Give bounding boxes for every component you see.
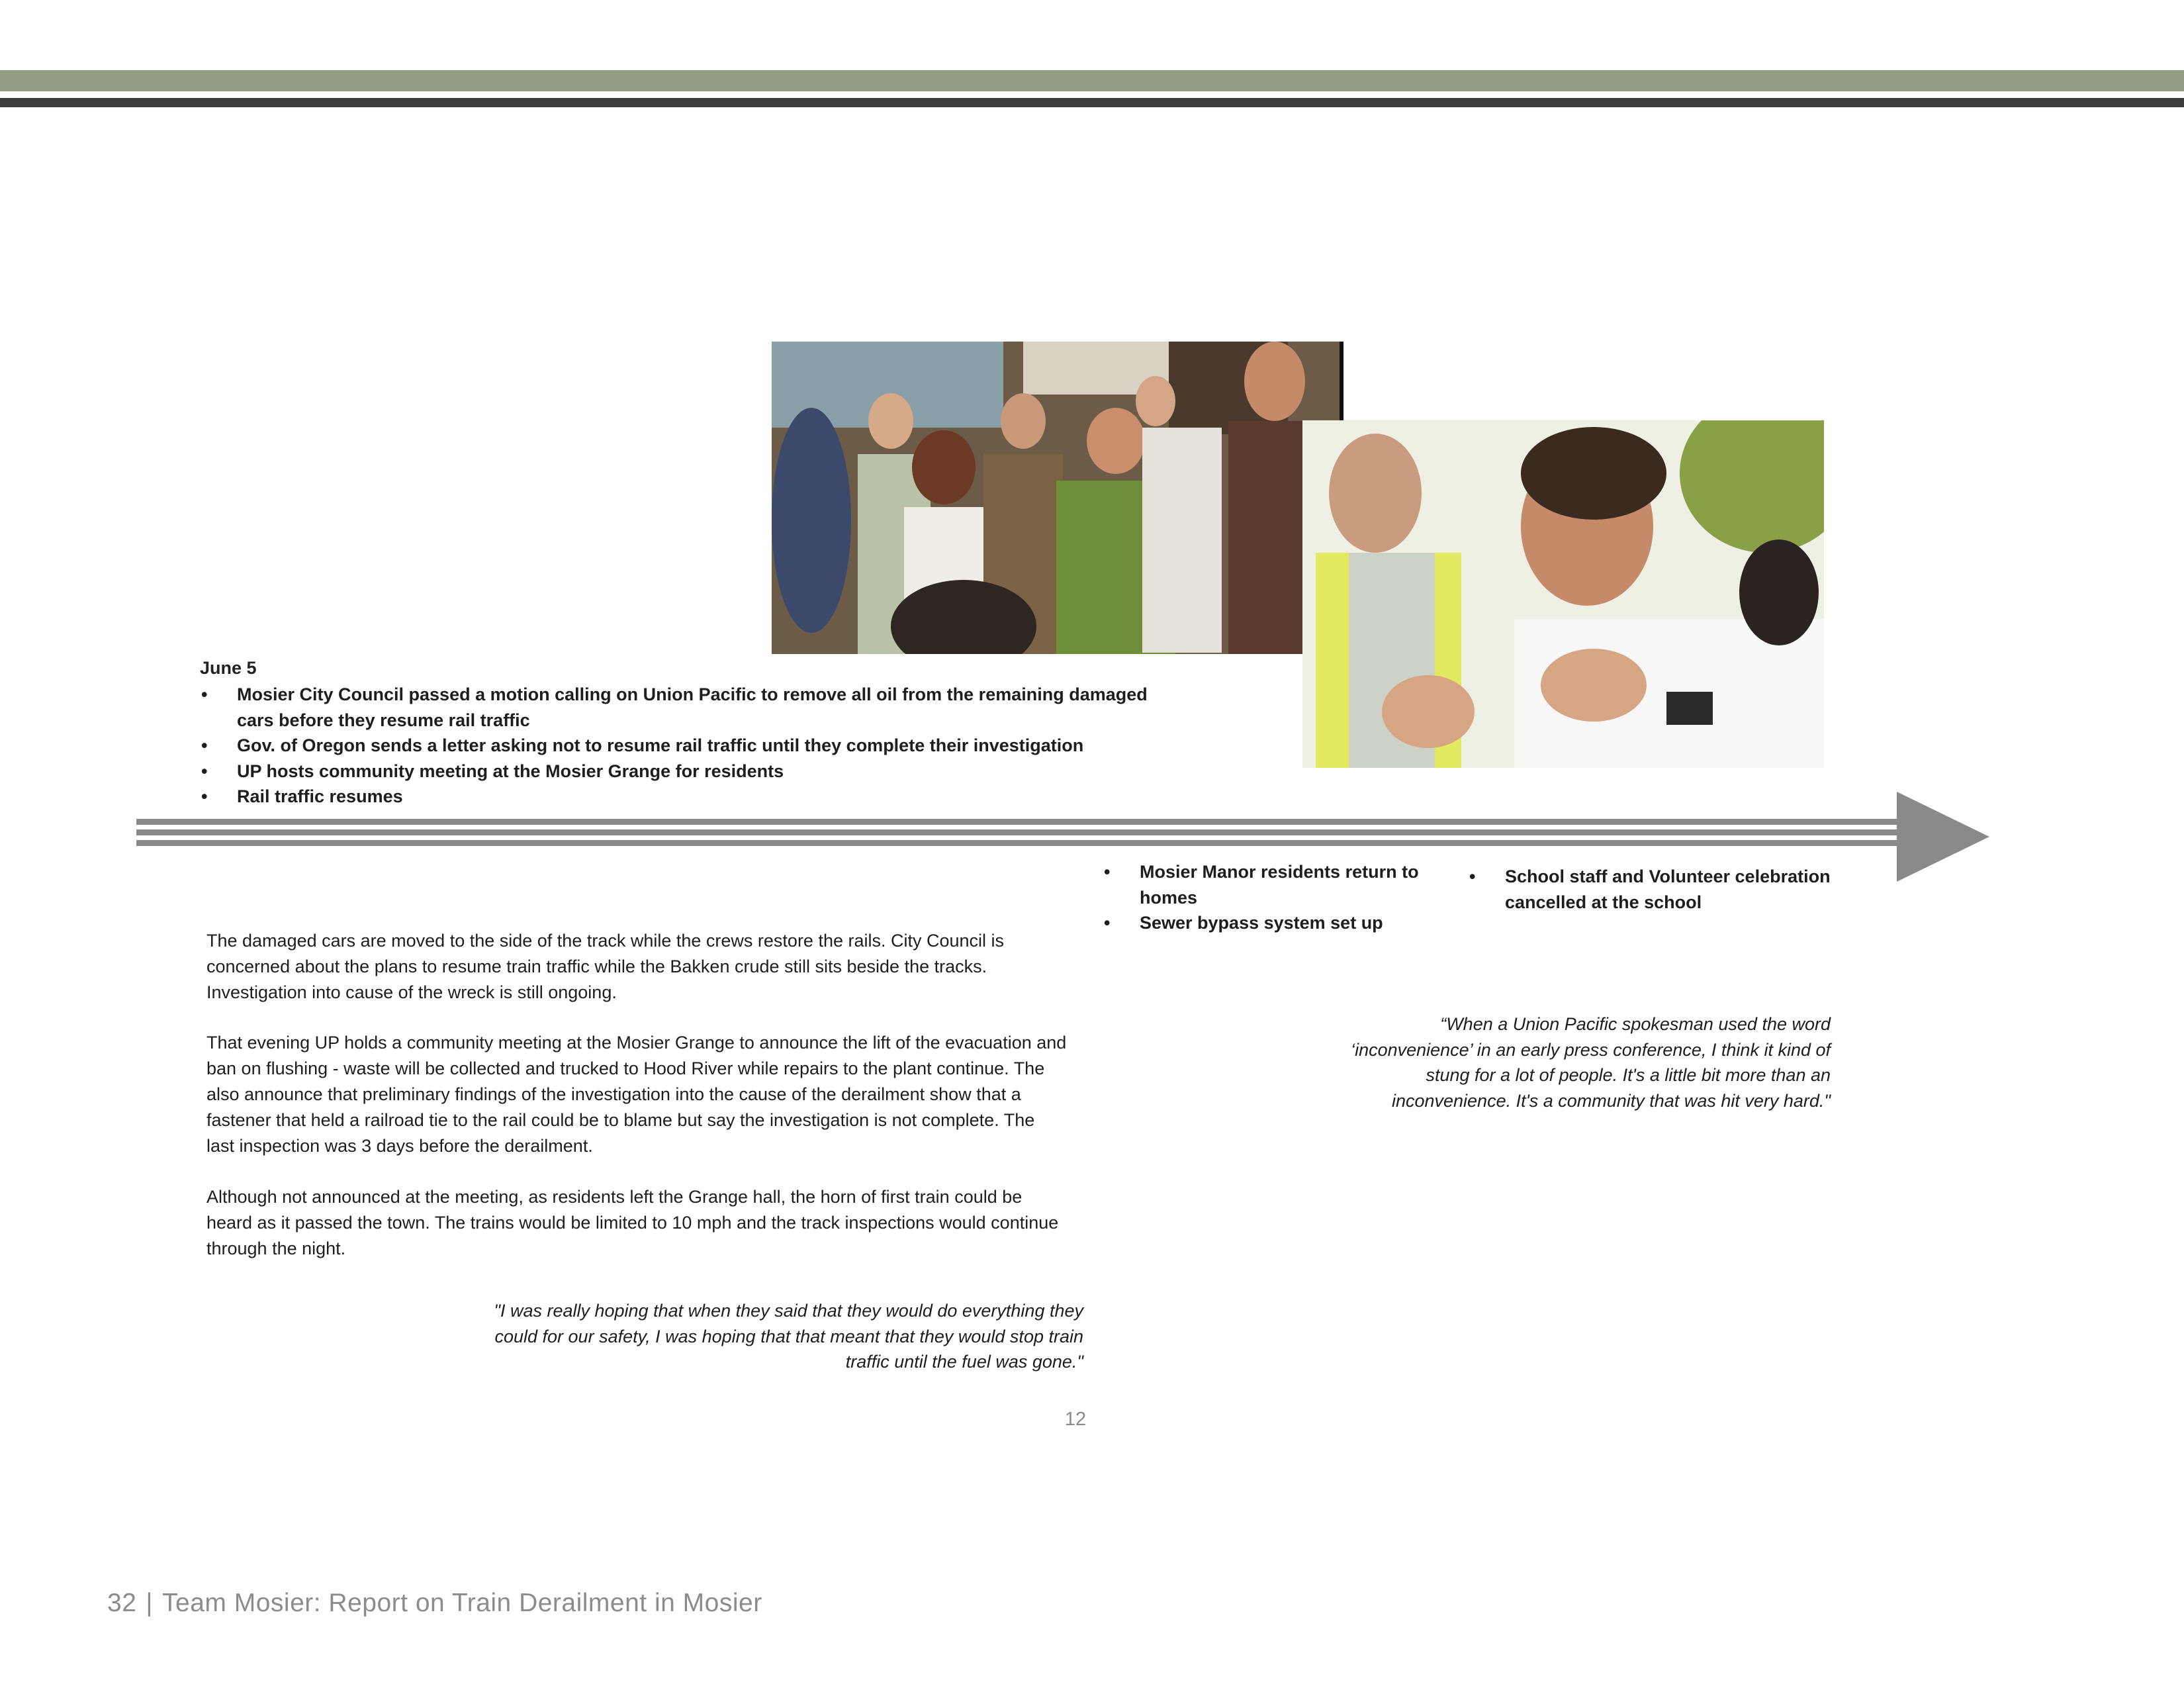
bullet-icon: • bbox=[1104, 862, 1111, 882]
timeline-line bbox=[136, 840, 1903, 846]
list-item bbox=[200, 784, 1166, 810]
footer-page-number: 32 bbox=[107, 1589, 137, 1617]
footer-report-title: Team Mosier: Report on Train Derailment in Mosier bbox=[162, 1589, 762, 1617]
event-text: School staff and Volunteer celebration cancelled at the school bbox=[1505, 867, 1831, 912]
timeline-events-below-right bbox=[1468, 864, 1839, 915]
timeline-events-below-left bbox=[1103, 859, 1447, 936]
event-text: Sewer bypass system set up bbox=[1140, 913, 1383, 933]
body-paragraph: That evening UP holds a community meeting at the Mosier Grange to announce the lift of the evacuation and ban on flushing - waste will be collected and trucked to Hood River while repairs to the plant continue. The also announce that preliminary findings of the investigation into the cause of the derailment show that a fastener that held a railroad tie to the rail could be to blame but say the investigation is not complete. The last inspection was 3 days before the derailment. bbox=[206, 1033, 1067, 1156]
event-text: Mosier City Council passed a motion calling on Union Pacific to remove all oil from the remaining damaged cars before they resume rail traffic bbox=[237, 684, 1148, 730]
header-band-dark bbox=[0, 98, 2184, 107]
event-text: Rail traffic resumes bbox=[237, 786, 403, 806]
event-text: UP hosts community meeting at the Mosier Grange for residents bbox=[237, 761, 784, 781]
list-item bbox=[200, 733, 1166, 759]
timeline-date: June 5 bbox=[200, 658, 257, 678]
list-item bbox=[200, 682, 1166, 733]
speaker-photo-art bbox=[1302, 420, 1824, 768]
timeline-line bbox=[136, 819, 1903, 825]
bullet-icon: • bbox=[201, 684, 208, 704]
body-paragraph: Although not announced at the meeting, as residents left the Grange hall, the horn of first train could be heard as it passed the town. The trains would be limited to 10 mph and the track inspections would continue through the night. bbox=[206, 1187, 1059, 1258]
bullet-icon: • bbox=[1104, 913, 1111, 933]
speaker-photo bbox=[1302, 420, 1824, 768]
header-band-green bbox=[0, 70, 2184, 91]
list-item bbox=[1103, 859, 1447, 910]
resident-quote: "I was really hoping that when they said that they would do everything they could for our safety, I was hoping that that meant that they would stop train traffic until the fuel was gone." bbox=[494, 1301, 1083, 1372]
timeline-events-above bbox=[200, 682, 1166, 810]
body-paragraph: The damaged cars are moved to the side of the track while the crews restore the rails. City Council is concerned about the plans to resume train traffic while the Bakken crude still sits beside the tracks. Investigation into cause of the wreck is still ongoing. bbox=[206, 931, 1005, 1002]
timeline-arrowhead-icon bbox=[1897, 792, 1989, 882]
list-item bbox=[1103, 910, 1447, 936]
bullet-icon: • bbox=[201, 786, 208, 806]
community-meeting-photo bbox=[772, 342, 1343, 654]
inner-page-number: 12 bbox=[1064, 1409, 1087, 1430]
timeline-line bbox=[136, 829, 1903, 835]
bullet-icon: • bbox=[201, 761, 208, 781]
event-text: Gov. of Oregon sends a letter asking not to resume rail traffic until they complete their investigation bbox=[237, 735, 1084, 755]
list-item bbox=[1468, 864, 1839, 915]
bullet-icon: • bbox=[201, 735, 208, 755]
bullet-icon: • bbox=[1469, 867, 1476, 886]
event-text: Mosier Manor residents return to homes bbox=[1140, 862, 1419, 908]
page-footer bbox=[107, 1589, 762, 1618]
list-item bbox=[200, 759, 1166, 784]
footer-separator: | bbox=[146, 1589, 154, 1617]
community-meeting-photo-art bbox=[772, 342, 1343, 654]
spokesman-quote: “When a Union Pacific spokesman used the word ‘inconvenience’ in an early press conference, I think it kind of stung for a lot of people. It's a little bit more than an inconvenience. It's a community that was hit very hard." bbox=[1351, 1014, 1831, 1111]
